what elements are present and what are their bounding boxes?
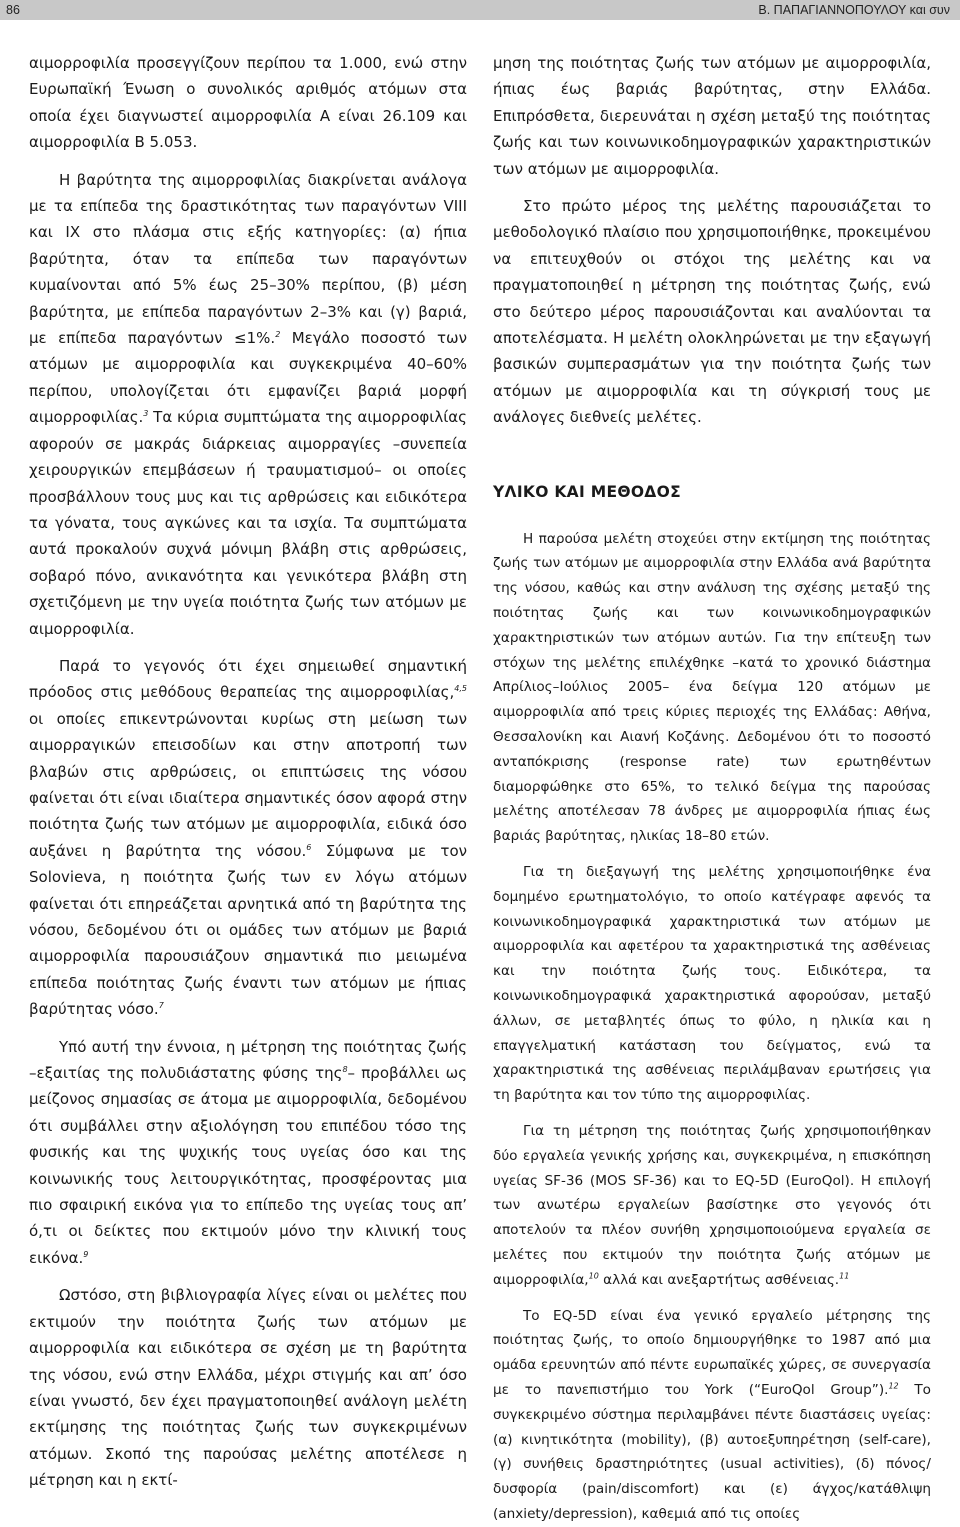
paragraph: Το EQ-5D είναι ένα γενικό εργαλείο μέτρησης της ποιότητας ζωής, το οποίο δημιουργήθηκε το 1987 από μια ομάδα ερευνητών από πέντε ευρωπαϊκές χώρες, σε συνεργασία με το πανεπιστήμιο του York (“EuroQol Group”).$^{12}$ Το συγκεκριμένο σύστημα περιλαμβάνει πέντε διαστάσεις υγείας: (α) κινητικότητα (mobility), (β) αυτοεξυπηρέτηση (self-care), (γ) συνήθεις δραστηριότητες (usual activities), (δ) πόνος/δυσφορία (pain/discomfort) και (ε) άγχος/κατάθλιψη (anxiety/depression), καθεμιά από τις οποίες [493, 1307, 931, 1522]
citation-ref: 6 [306, 842, 312, 852]
page-number: 86 [6, 3, 20, 17]
citation-ref: 8 [342, 1065, 348, 1075]
paragraph: μηση της ποιότητας ζωής των ατόμων με αιμορροφιλία, ήπιας έως βαριάς βαρύτητας, στην Ελλάδα. Επιπρόσθετα, διερευνάται η σχέση μεταξύ της ποιότητας ζωής και των κοινωνικοδημογραφικών χαρακτηριστικών των ατόμων με αιμορροφιλία. [493, 54, 931, 178]
citation-ref: 3 [143, 409, 149, 419]
paragraph: Η παρούσα μελέτη στοχεύει στην εκτίμηση της ποιότητας ζωής των ατόμων με αιμορροφιλία στην Ελλάδα ανά βαρύτητα της νόσου, καθώς και στην ανάλυση της σχέσης μεταξύ της ποιότητας ζωής και των κοινωνικοδημογραφικών χαρακτηριστικών των ατόμων αυτών. Για την επίτευξη των στόχων της μελέτης επιλέχθηκε –κατά το χρονικό διάστημα Απρίλιος–Ιούλιος 2005– ένα δείγμα 120 ατόμων με αιμορροφιλία από τρεις κύριες περιοχές της Ελλάδας: Αθήνα, Θεσσαλονίκη και Αιανή Κοζάνης. Δεδομένου ότι το ποσοστό ανταπόκρισης (response rate) των ερωτηθέντων διαμορφώθηκε στο 65%, το τελικό δείγμα της παρούσας μελέτης αποτέλεσαν 78 άνδρες με αιμορροφιλία ήπιας έως βαριάς βαρύτητας, ηλικίας 18–80 ετών. [493, 530, 931, 845]
section-heading: ΥΛΙΚΟ ΚΑΙ ΜΕΘΟΔΟΣ [493, 482, 681, 501]
citation-ref: 9 [83, 1249, 89, 1259]
citation-ref: 11 [839, 1271, 850, 1281]
paragraph: Η βαρύτητα της αιμορροφιλίας διακρίνεται ανάλογα με τα επίπεδα της δραστικότητας των παραγόντων VIII και IX στο πλάσμα στις εξής κατηγορίες: (α) ήπια βαρύτητα, όταν τα επίπεδα των παραγόντων κυμαίνονται από 5% έως 25–30% περίπου, (β) μέση βαρύτητα, με επίπεδα παραγόντων 2–3% και (γ) βαριά, με επίπεδα παραγόντων ≤1%.$^2$ Μεγάλο ποσοστό των ατόμων με αιμορροφιλία και συγκεκριμένα 40–60% περίπου, υπολογίζεται ότι εμφανίζει βαριά μορφή αιμορροφιλίας.$^3$ Τα κύρια συμπτώματα της αιμορροφιλίας αφορούν σε μακράς διάρκειας αιμορραγίες –συνεπεία χειρουργικών επεμβάσεων ή τραυματισμού– οι οποίες προσβάλλουν τους μυς και τις αρθρώσεις και ειδικότερα τα γόνατα, τους αγκώνες και τα ισχία. Τα συμπτώματα αυτά προκαλούν συχνά μόνιμη βλάβη στις αρθρώσεις, σοβαρό πόνο, ανικανότητα και γενικότερα βλάβη στη σχετιζόμενη με την υγεία ποιότητα ζωής των ατόμων με αιμορροφιλία. [29, 170, 467, 638]
paragraph: Για τη διεξαγωγή της μελέτης χρησιμοποιήθηκε ένα δομημένο ερωτηματολόγιο, το οποίο κατέγραφε αφενός τα κοινωνικοδημογραφικά χαρακτηριστικά των ατόμων με αιμορροφιλία και αφετέρου τα χαρακτηριστικά της ασθένειας και την ποιότητα ζωής τους. Ειδικότερα, τα κοινωνικοδημογραφικά χαρακτηριστικά αφορούσαν, μεταξύ άλλων, σε μεταβλητές όπως το φύλο, η ηλικία και η επαγγελματική κατάσταση του δείγματος, ενώ τα χαρακτηριστικά της ασθένειας περιλάμβαναν ερωτήσεις για τη βαρύτητα και τον τύπο της αιμορροφιλίας. [493, 864, 931, 1104]
paragraph: Ωστόσο, στη βιβλιογραφία λίγες είναι οι μελέτες που εκτιμούν την ποιότητα ζωής των ατόμων με αιμορροφιλία και ειδικότερα σε σχέση με τη βαρύτητα της νόσου, ενώ στην Ελλάδα, μέχρι στιγμής και απ’ όσο είναι γνωστό, δεν έχει πραγματοποιηθεί ανάλογη μελέτη εκτίμησης της ποιότητας ζωής των συγκεκριμένων ατόμων. Σκοπό της παρούσας μελέτης αποτέλεσε η μέτρηση και η εκτί- [29, 1286, 467, 1490]
left-column [29, 50, 467, 1494]
citation-ref: 2 [275, 330, 281, 340]
citation-ref: 7 [158, 1001, 164, 1011]
paragraph: Για τη μέτρηση της ποιότητας ζωής χρησιμοποιήθηκαν δύο εργαλεία γενικής χρήσης και, συγκεκριμένα, η επισκόπηση υγείας SF-36 (MOS SF-36) και το EQ-5D (EuroQol). Η επιλογή των ανωτέρω εργαλείων βασίστηκε στο γεγονός ότι αποτελούν τα πλέον συνήθη χρησιμοποιούμενα εργαλεία σε μελέτες που εκτιμούν την ποιότητα ζωής ατόμων με αιμορροφιλία,$^{10}$ αλλά και ανεξαρτήτως ασθένειας.$^{11}$ [493, 1123, 931, 1288]
paragraph: αιμορροφιλία προσεγγίζουν περίπου τα 1.000, ενώ στην Ευρωπαϊκή Ένωση ο συνολικός αριθμός ατόμων στα οποία έχει διαγνωστεί αιμορροφιλία Α είναι 26.109 και αιμορροφιλία Β 5.053. [29, 54, 467, 152]
paragraph: Παρά το γεγονός ότι έχει σημειωθεί σημαντική πρόοδος στις μεθόδους θεραπείας της αιμορροφιλίας,$^{4,5}$ οι οποίες επικεντρώνονται κυρίως στη μείωση των αιμορραγικών επεισοδίων και στην αποτροπή των βλαβών στις αρθρώσεις, οι επιπτώσεις της νόσου φαίνεται ότι είναι ιδιαίτερα σημαντικές όσον αφορά στην ποιότητα ζωής των ατόμων με αιμορροφιλία, ειδικά όσο αυξάνει η βαρύτητα της νόσου.$^6$ Σύμφωνα με τον Solovieva, η ποιότητα ζωής των εν λόγω ατόμων φαίνεται ότι επηρεάζεται αρνητικά από τη βαρύτητα της νόσου, δεδομένου ότι οι ομάδες των ατόμων με βαριά αιμορροφιλία παρουσιάζουν σημαντικά πιο μειωμένα επίπεδα ποιότητας ζωής έναντι των ατόμων με ήπιας βαρύτητας νόσο.$^7$ [29, 656, 467, 1019]
right-column [493, 50, 931, 1527]
citation-ref: 4,5 [454, 684, 467, 694]
paragraph: Στο πρώτο μέρος της μελέτης παρουσιάζεται το μεθοδολογικό πλαίσιο που χρησιμοποιήθηκε, προκειμένου να επιτευχθούν οι στόχοι της μελέτης και να πραγματοποιηθεί η μέτρηση της ποιότητας ζωής, ενώ στο δεύτερο μέρος παρουσιάζονται και αναλύονται τα αποτελέσματα. Η μελέτη ολοκληρώνεται με την εξαγωγή βασικών συμπερασμάτων για την ποιότητα ζωής των ατόμων με αιμορροφιλία και τη σύγκρισή τους με ανάλογες διεθνείς μελέτες. [493, 197, 931, 427]
citation-ref: 12 [888, 1381, 899, 1391]
page-header [0, 0, 960, 20]
running-author: Β. ΠΑΠΑΓΙΑΝΝΟΠΟΥΛΟΥ και συν [758, 3, 950, 17]
paragraph: Υπό αυτή την έννοια, η μέτρηση της ποιότητας ζωής –εξαιτίας της πολυδιάστατης φύσης της$^8$– προβάλλει ως μείζονος σημασίας σε άτομα με αιμορροφιλία, δεδομένου ότι συμβάλλει στην αξιολόγηση του επιπέδου τόσο της φυσικής και της ψυχικής τους υγείας όσο και της κοινωνικής τους λειτουργικότητας, προσφέροντας μια πιο σφαιρική εικόνα για το επίπεδο της υγείας τους απ’ ό,τι οι δείκτες που εκτιμούν μόνο την κλινική τους εικόνα.$^9$ [29, 1037, 467, 1267]
citation-ref: 10 [588, 1271, 599, 1281]
